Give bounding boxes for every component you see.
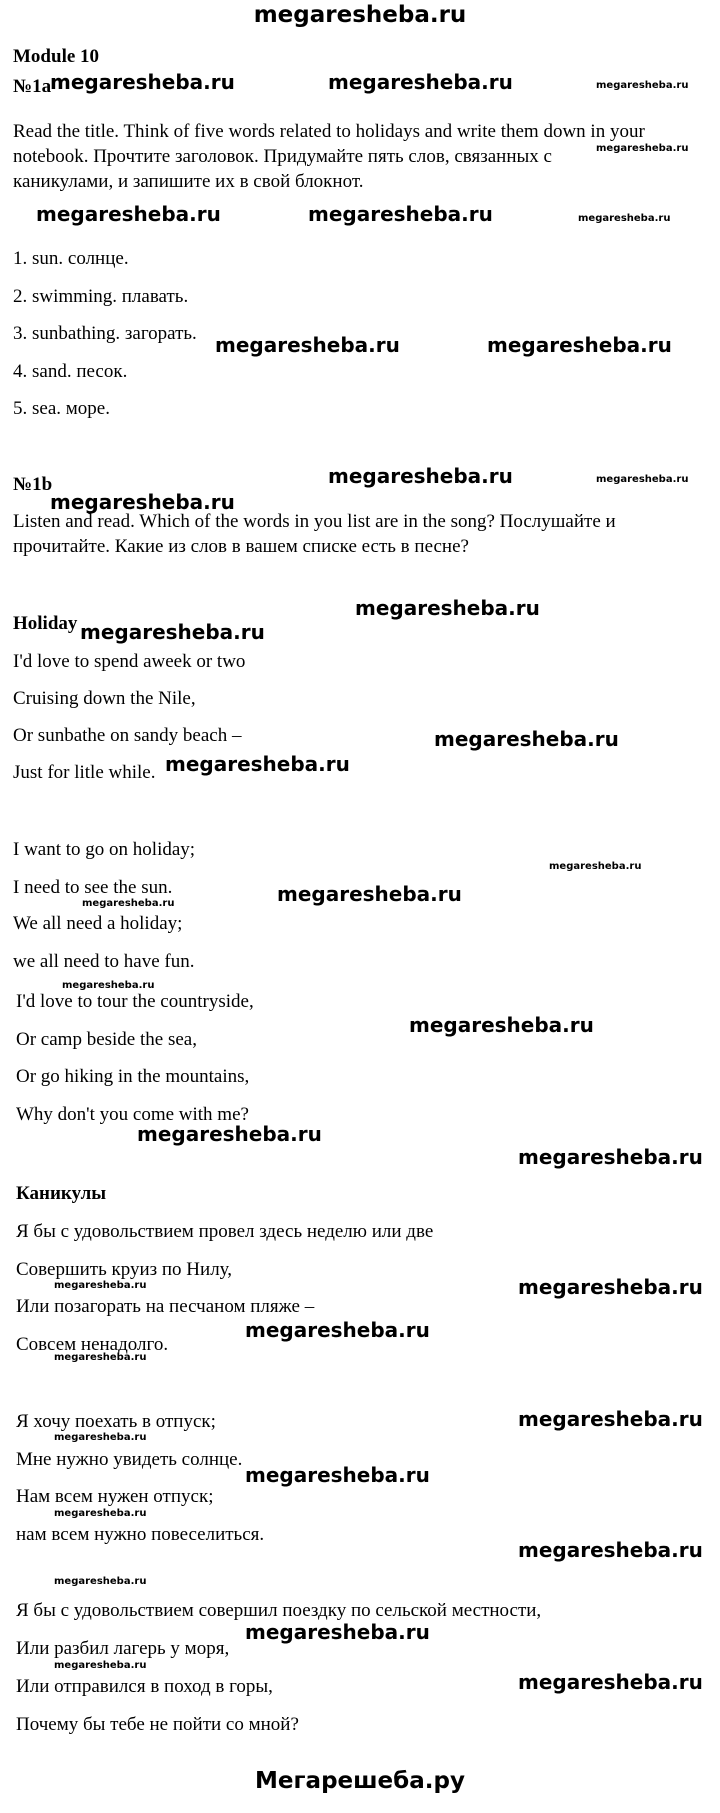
song-line: Cruising down the Nile, — [13, 688, 196, 709]
watermark: megaresheba.ru — [165, 752, 350, 776]
watermark: megaresheba.ru — [518, 1275, 703, 1299]
watermark: megaresheba.ru — [596, 80, 689, 91]
watermark: megaresheba.ru — [549, 861, 642, 872]
song-line: we all need to have fun. — [13, 951, 195, 972]
song-line: Или разбил лагерь у моря, — [16, 1638, 230, 1659]
watermark: megaresheba.ru — [54, 1352, 147, 1363]
site-footer: Мегарешеба.ру — [255, 1768, 465, 1794]
song-line: I'd love to spend aweek or two — [13, 651, 246, 672]
exercise-1a-instruction-line3: каникулами, и запишите их в свой блокнот. — [13, 171, 364, 192]
answer-item: 1. sun. солнце. — [13, 248, 129, 269]
song-line: Я хочу поехать в отпуск; — [16, 1411, 216, 1432]
song-line: I need to see the sun. — [13, 877, 173, 898]
watermark: megaresheba.ru — [328, 464, 513, 488]
answer-item: 5. sea. море. — [13, 398, 110, 419]
song-line: Just for litle while. — [13, 762, 156, 783]
song-line: I want to go on holiday; — [13, 839, 196, 860]
watermark: megaresheba.ru — [355, 596, 540, 620]
song-line: Нам всем нужен отпуск; — [16, 1486, 214, 1507]
song-title-ru: Каникулы — [16, 1183, 107, 1204]
exercise-1a-instruction-line1: Read the title. Think of five words related to holidays and write them down in your — [13, 121, 645, 142]
exercise-1a-instruction-line2: notebook. Прочтите заголовок. Придумайте пять слов, связанных с — [13, 146, 552, 167]
watermark: megaresheba.ru — [80, 620, 265, 644]
watermark: megaresheba.ru — [50, 490, 235, 514]
song-line: Я бы с удовольствием совершил поездку по сельской местности, — [16, 1600, 542, 1621]
exercise-1b-instruction-line1: Listen and read. Which of the words in you list are in the song? Послушайте и — [13, 511, 616, 532]
module-title: Module 10 — [13, 46, 100, 67]
exercise-1a-number: №1a — [13, 76, 52, 97]
watermark: megaresheba.ru — [62, 980, 155, 991]
watermark: megaresheba.ru — [215, 333, 400, 357]
song-line: Почему бы тебе не пойти со мной? — [16, 1714, 299, 1735]
watermark: megaresheba.ru — [518, 1407, 703, 1431]
watermark: megaresheba.ru — [82, 898, 175, 909]
watermark: megaresheba.ru — [245, 1318, 430, 1342]
watermark: megaresheba.ru — [328, 70, 513, 94]
watermark: megaresheba.ru — [54, 1432, 147, 1443]
site-header: megaresheba.ru — [253, 2, 467, 28]
watermark: megaresheba.ru — [54, 1508, 147, 1519]
watermark: megaresheba.ru — [54, 1576, 147, 1587]
answer-item: 3. sunbathing. загорать. — [13, 323, 197, 344]
song-line: Or camp beside the sea, — [16, 1029, 197, 1050]
song-line: нам всем нужно повеселиться. — [16, 1524, 265, 1545]
watermark: megaresheba.ru — [409, 1013, 594, 1037]
song-line: Или отправился в поход в горы, — [16, 1676, 273, 1697]
song-line: Я бы с удовольствием провел здесь неделю или две — [16, 1221, 434, 1242]
watermark: megaresheba.ru — [596, 143, 689, 154]
watermark: megaresheba.ru — [245, 1463, 430, 1487]
song-line: I'd love to tour the countryside, — [16, 991, 254, 1012]
exercise-1b-instruction-line2: прочитайте. Какие из слов в вашем списке есть в песне? — [13, 536, 469, 557]
watermark: megaresheba.ru — [50, 70, 235, 94]
song-title-en: Holiday — [13, 613, 78, 634]
exercise-1b-number: №1b — [13, 474, 53, 495]
watermark: megaresheba.ru — [434, 727, 619, 751]
song-line: Or sunbathe on sandy beach – — [13, 725, 242, 746]
watermark: megaresheba.ru — [245, 1620, 430, 1644]
answer-item: 4. sand. песок. — [13, 361, 128, 382]
song-line: Совсем ненадолго. — [16, 1334, 169, 1355]
watermark: megaresheba.ru — [596, 474, 689, 485]
watermark: megaresheba.ru — [487, 333, 672, 357]
watermark: megaresheba.ru — [518, 1670, 703, 1694]
watermark: megaresheba.ru — [277, 882, 462, 906]
watermark: megaresheba.ru — [518, 1145, 703, 1169]
watermark: megaresheba.ru — [36, 202, 221, 226]
song-line: We all need a holiday; — [13, 913, 183, 934]
song-line: Or go hiking in the mountains, — [16, 1066, 250, 1087]
watermark: megaresheba.ru — [518, 1538, 703, 1562]
song-line: Why don't you come with me? — [16, 1104, 249, 1125]
answer-item: 2. swimming. плавать. — [13, 286, 189, 307]
song-line: Или позагорать на песчаном пляже – — [16, 1296, 315, 1317]
song-line: Мне нужно увидеть солнце. — [16, 1449, 243, 1470]
watermark: megaresheba.ru — [54, 1280, 147, 1291]
watermark: megaresheba.ru — [578, 213, 671, 224]
watermark: megaresheba.ru — [54, 1660, 147, 1671]
watermark: megaresheba.ru — [308, 202, 493, 226]
song-line: Совершить круиз по Нилу, — [16, 1259, 233, 1280]
watermark: megaresheba.ru — [137, 1122, 322, 1146]
